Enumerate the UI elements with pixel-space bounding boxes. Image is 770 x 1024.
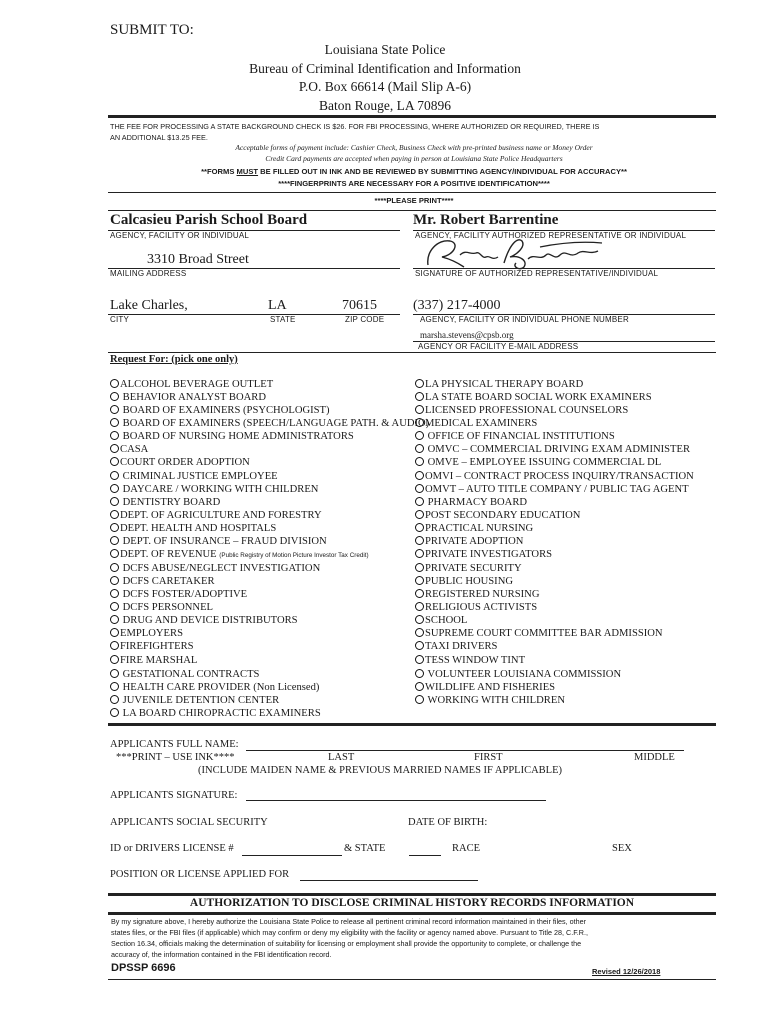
option-medical-examiners[interactable] xyxy=(415,417,537,430)
option-la-board-chiropractic[interactable] xyxy=(110,707,321,720)
option-label: DAYCARE / WORKING WITH CHILDREN xyxy=(122,484,319,495)
position-label: POSITION OR LICENSE APPLIED FOR xyxy=(110,869,290,880)
radio-icon[interactable] xyxy=(110,549,119,558)
revenue-note: (Public Registry of Motion Picture Investor Tax Credit) xyxy=(219,552,369,559)
radio-icon[interactable] xyxy=(415,655,424,664)
dob-label: DATE OF BIRTH: xyxy=(408,817,488,828)
authorization-title: AUTHORIZATION TO DISCLOSE CRIMINAL HISTORY RECORDS INFORMATION xyxy=(189,897,635,909)
option-practical-nursing[interactable] xyxy=(415,522,533,535)
option-label: HEALTH CARE PROVIDER (Non Licensed) xyxy=(122,682,320,693)
option-label: OMVT – AUTO TITLE COMPANY / PUBLIC TAG AGENT xyxy=(425,484,689,495)
option-private-investigators[interactable] xyxy=(415,548,552,561)
option-label: COURT ORDER ADOPTION xyxy=(120,457,250,468)
request-divider xyxy=(108,352,716,353)
option-juvenile-detention[interactable] xyxy=(110,694,279,707)
option-taxi-drivers[interactable] xyxy=(415,640,497,653)
address-line-4: Baton Rouge, LA 70896 xyxy=(319,97,451,113)
option-label: TAXI DRIVERS xyxy=(425,641,498,652)
options-divider xyxy=(108,723,716,726)
fee-notice xyxy=(110,121,718,143)
state-value[interactable]: LA xyxy=(268,298,287,313)
authorization-top-divider xyxy=(108,893,716,896)
fingerprints-line: ****FINGERPRINTS ARE NECESSARY FOR A POSITIVE IDENTIFICATION**** xyxy=(278,178,550,188)
option-board-examiners-speech[interactable] xyxy=(110,417,429,430)
email-caption: AGENCY OR FACILITY E-MAIL ADDRESS xyxy=(418,342,579,351)
option-school[interactable] xyxy=(415,614,467,627)
radio-icon[interactable] xyxy=(415,510,424,519)
option-post-secondary[interactable] xyxy=(415,509,580,522)
radio-icon[interactable] xyxy=(110,628,119,637)
signature-caption: SIGNATURE OF AUTHORIZED REPRESENTATIVE/INDIVIDUAL xyxy=(415,269,659,278)
option-licensed-counselors[interactable] xyxy=(415,404,628,417)
email-value[interactable]: marsha.stevens@cpsb.org xyxy=(420,330,514,340)
payment-line-1: Acceptable forms of payment include: Cashier Check, Business Check with pre-printed business name or Money Order xyxy=(235,143,593,152)
option-label: BOARD OF EXAMINERS (PSYCHOLOGIST) xyxy=(122,405,330,416)
radio-icon[interactable] xyxy=(415,457,424,466)
forms-notice-start: **FORMS xyxy=(201,167,237,176)
mailing-address-value[interactable]: 3310 Broad Street xyxy=(147,252,249,267)
option-dcfs-foster[interactable] xyxy=(110,588,247,601)
radio-icon[interactable] xyxy=(110,405,119,414)
representative-name-caption: AGENCY, FACILITY AUTHORIZED REPRESENTATIVE OR INDIVIDUAL xyxy=(415,231,687,240)
option-label: FIRE MARSHAL xyxy=(120,655,198,666)
radio-icon[interactable] xyxy=(110,682,119,691)
revised-date: Revised 12/26/2018 xyxy=(592,967,661,976)
radio-icon[interactable] xyxy=(110,536,119,545)
radio-icon[interactable] xyxy=(415,392,424,401)
option-registered-nursing[interactable] xyxy=(415,588,539,601)
option-label: PHARMACY BOARD xyxy=(427,497,528,508)
representative-name-value[interactable]: Mr. Robert Barrentine xyxy=(413,212,559,228)
option-dept-revenue[interactable] xyxy=(110,548,369,562)
zip-value[interactable]: 70615 xyxy=(342,298,377,313)
full-name-field[interactable] xyxy=(246,750,684,751)
radio-icon[interactable] xyxy=(415,563,424,572)
applicant-signature-field[interactable] xyxy=(246,800,546,801)
option-court-order-adoption[interactable] xyxy=(110,456,250,469)
radio-icon[interactable] xyxy=(110,457,119,466)
option-label: EMPLOYERS xyxy=(120,628,183,639)
id-state-field[interactable] xyxy=(409,855,441,856)
option-label: OFFICE OF FINANCIAL INSTITUTIONS xyxy=(427,431,615,442)
authorization-bottom-divider xyxy=(108,912,716,915)
option-label: BOARD OF EXAMINERS (SPEECH/LANGUAGE PATH. & AUDIO) xyxy=(122,418,430,429)
radio-icon[interactable] xyxy=(415,628,424,637)
full-name-label: APPLICANTS FULL NAME: xyxy=(110,739,239,750)
option-label: FIREFIGHTERS xyxy=(120,641,194,652)
option-label: DCFS PERSONNEL xyxy=(122,602,214,613)
option-la-social-work[interactable] xyxy=(415,391,652,404)
radio-icon[interactable] xyxy=(415,589,424,598)
please-print-divider xyxy=(108,210,716,211)
option-omve[interactable] xyxy=(415,456,661,469)
radio-icon[interactable] xyxy=(110,418,119,427)
radio-icon[interactable] xyxy=(110,576,119,585)
option-label: JUVENILE DETENTION CENTER xyxy=(122,695,280,706)
option-private-adoption[interactable] xyxy=(415,535,523,548)
option-label: ALCOHOL BEVERAGE OUTLET xyxy=(120,379,274,390)
phone-caption: AGENCY, FACILITY OR INDIVIDUAL PHONE NUMBER xyxy=(420,315,629,324)
option-behavior-analyst-board[interactable] xyxy=(110,391,266,404)
radio-icon[interactable] xyxy=(110,641,119,650)
radio-icon[interactable] xyxy=(415,497,424,506)
option-label: OMVE – EMPLOYEE ISSUING COMMERCIAL DL xyxy=(427,457,662,468)
option-label: VOLUNTEER LOUISIANA COMMISSION xyxy=(427,669,622,680)
option-casa[interactable] xyxy=(110,443,148,456)
radio-icon[interactable] xyxy=(110,563,119,572)
radio-icon[interactable] xyxy=(415,379,424,388)
footer-divider xyxy=(108,979,716,980)
radio-icon[interactable] xyxy=(110,695,119,704)
option-working-with-children[interactable] xyxy=(415,694,565,707)
race-label: RACE xyxy=(452,843,481,854)
option-wildlife-fisheries[interactable] xyxy=(415,681,555,694)
form-number: DPSSP 6696 xyxy=(111,962,176,974)
middle-name-label: MIDDLE xyxy=(634,752,675,763)
radio-icon[interactable] xyxy=(110,655,119,664)
option-label: MEDICAL EXAMINERS xyxy=(425,418,538,429)
option-dcfs-caretaker[interactable] xyxy=(110,575,215,588)
print-ink-label: ***PRINT – USE INK**** xyxy=(116,752,235,763)
option-board-examiners-psychologist[interactable] xyxy=(110,404,330,417)
radio-icon[interactable] xyxy=(110,444,119,453)
address-line-1: Louisiana State Police xyxy=(324,42,446,57)
option-board-nursing-home[interactable] xyxy=(110,430,354,443)
maiden-name-note: (INCLUDE MAIDEN NAME & PREVIOUS MARRIED NAMES IF APPLICABLE) xyxy=(198,765,563,776)
city-value[interactable]: Lake Charles, xyxy=(110,298,188,313)
payment-line-2: Credit Card payments are accepted when paying in person at Louisiana State Police Headquarters xyxy=(265,154,563,163)
option-label: CRIMINAL JUSTICE EMPLOYEE xyxy=(122,471,278,482)
request-heading: Request For: (pick one only) xyxy=(110,354,238,365)
position-field[interactable] xyxy=(300,880,478,881)
option-label: LA PHYSICAL THERAPY BOARD xyxy=(425,379,584,390)
option-label: LA STATE BOARD SOCIAL WORK EXAMINERS xyxy=(425,392,652,403)
radio-icon[interactable] xyxy=(415,641,424,650)
forms-must-line xyxy=(110,166,718,178)
radio-icon[interactable] xyxy=(110,392,119,401)
option-daycare[interactable] xyxy=(110,483,318,496)
option-label: OMVI – CONTRACT PROCESS INQUIRY/TRANSACTION xyxy=(425,471,694,482)
id-license-label: ID or DRIVERS LICENSE # xyxy=(110,843,234,854)
radio-icon[interactable] xyxy=(110,431,119,440)
option-label: DCFS CARETAKER xyxy=(122,576,215,587)
option-label: SUPREME COURT COMMITTEE BAR ADMISSION xyxy=(425,628,663,639)
radio-icon[interactable] xyxy=(415,418,424,427)
option-label: REGISTERED NURSING xyxy=(425,589,540,600)
option-label: WILDLIFE AND FISHERIES xyxy=(425,682,556,693)
representative-signature xyxy=(420,233,610,273)
authorization-line-2: states files, or the FBI files (if applicable) which may confirm or deny my eligibility with the facility or agency named above. Pursuant to Title 28, C.F.R., xyxy=(111,928,588,937)
option-dept-health[interactable] xyxy=(110,522,276,535)
option-label: PRIVATE ADOPTION xyxy=(425,536,524,547)
first-name-label: FIRST xyxy=(474,752,503,763)
radio-icon[interactable] xyxy=(415,536,424,545)
last-name-label: LAST xyxy=(328,752,355,763)
radio-icon[interactable] xyxy=(110,510,119,519)
option-label: CASA xyxy=(120,444,149,455)
radio-icon[interactable] xyxy=(415,576,424,585)
forms-notice-end: BE FILLED OUT IN INK AND BE REVIEWED BY SUBMITTING AGENCY/INDIVIDUAL FOR ACCURACY** xyxy=(258,167,627,176)
id-state-label: & STATE xyxy=(344,843,386,854)
radio-icon[interactable] xyxy=(415,523,424,532)
radio-icon[interactable] xyxy=(110,615,119,624)
option-label: TESS WINDOW TINT xyxy=(425,655,526,666)
option-label: DEPT. HEALTH AND HOSPITALS xyxy=(120,523,277,534)
option-health-care-provider[interactable] xyxy=(110,681,319,694)
address-line-3: P.O. Box 66614 (Mail Slip A-6) xyxy=(298,79,472,94)
zip-caption: ZIP CODE xyxy=(345,315,385,324)
option-label: SCHOOL xyxy=(425,615,468,626)
please-print-notice: ****PLEASE PRINT**** xyxy=(374,196,454,205)
radio-icon[interactable] xyxy=(415,405,424,414)
fee-line-1: THE FEE FOR PROCESSING A STATE BACKGROUND CHECK IS $26. FOR FBI PROCESSING, WHERE AUTHORIZED OR REQUIRED, THERE IS xyxy=(110,122,600,131)
mailing-address-block xyxy=(185,41,585,115)
option-label: PRIVATE INVESTIGATORS xyxy=(425,549,553,560)
option-la-physical-therapy[interactable] xyxy=(415,378,583,391)
applicant-signature-label: APPLICANTS SIGNATURE: xyxy=(110,790,238,801)
option-volunteer-louisiana[interactable] xyxy=(415,668,621,681)
radio-icon[interactable] xyxy=(415,549,424,558)
option-omvc[interactable] xyxy=(415,443,690,456)
option-alcohol-beverage-outlet[interactable] xyxy=(110,378,273,391)
radio-icon[interactable] xyxy=(415,669,424,678)
option-label: DEPT. OF REVENUE xyxy=(120,549,217,560)
option-label: WORKING WITH CHILDREN xyxy=(427,695,565,706)
option-financial-institutions[interactable] xyxy=(415,430,615,443)
radio-icon[interactable] xyxy=(110,589,119,598)
radio-icon[interactable] xyxy=(415,682,424,691)
radio-icon[interactable] xyxy=(415,431,424,440)
option-label: BOARD OF NURSING HOME ADMINISTRATORS xyxy=(122,431,354,442)
agency-name-caption: AGENCY, FACILITY OR INDIVIDUAL xyxy=(110,231,250,240)
submit-to-label: SUBMIT TO: xyxy=(110,22,194,38)
radio-icon[interactable] xyxy=(415,695,424,704)
option-dcfs-personnel[interactable] xyxy=(110,601,213,614)
option-public-housing[interactable] xyxy=(415,575,513,588)
radio-icon[interactable] xyxy=(415,444,424,453)
address-line-2: Bureau of Criminal Identification and Information xyxy=(249,60,521,76)
option-omvi[interactable] xyxy=(415,470,694,483)
forms-notice xyxy=(110,166,718,189)
option-dept-insurance[interactable] xyxy=(110,535,327,548)
radio-icon[interactable] xyxy=(110,523,119,532)
radio-icon[interactable] xyxy=(415,615,424,624)
radio-icon[interactable] xyxy=(110,708,119,717)
option-pharmacy-board[interactable] xyxy=(415,496,527,509)
phone-value[interactable]: (337) 217-4000 xyxy=(413,298,501,313)
option-label: PUBLIC HOUSING xyxy=(425,576,513,587)
header-divider xyxy=(108,115,716,118)
authorization-line-4: accuracy of, the information contained in the FBI identification record. xyxy=(111,950,332,959)
option-label: DCFS FOSTER/ADOPTIVE xyxy=(122,589,248,600)
radio-icon[interactable] xyxy=(110,484,119,493)
option-omvt[interactable] xyxy=(415,483,689,496)
radio-icon[interactable] xyxy=(110,379,119,388)
option-dcfs-abuse[interactable] xyxy=(110,562,320,575)
option-label: DENTISTRY BOARD xyxy=(122,497,221,508)
authorization-line-3: Section 16.34, officials making the determination of suitability for licensing or employment shall provide the opportunity to complete, or challenge the xyxy=(111,939,582,948)
option-supreme-court-bar[interactable] xyxy=(415,627,663,640)
option-label: DRUG AND DEVICE DISTRIBUTORS xyxy=(122,615,298,626)
sex-label: SEX xyxy=(612,843,632,854)
radio-icon[interactable] xyxy=(415,602,424,611)
option-label: DCFS ABUSE/NEGLECT INVESTIGATION xyxy=(122,563,321,574)
option-label: OMVC – COMMERCIAL DRIVING EXAM ADMINISTER xyxy=(427,444,691,455)
radio-icon[interactable] xyxy=(110,602,119,611)
radio-icon[interactable] xyxy=(110,497,119,506)
option-dentistry-board[interactable] xyxy=(110,496,220,509)
option-label: LICENSED PROFESSIONAL COUNSELORS xyxy=(425,405,629,416)
option-drug-device[interactable] xyxy=(110,614,298,627)
option-firefighters[interactable] xyxy=(110,640,194,653)
authorization-line-1: By my signature above, I hereby authorize the Louisiana State Police to release all pertinent criminal record information maintained in their files, other xyxy=(111,917,587,926)
radio-icon[interactable] xyxy=(415,484,424,493)
option-label: PRACTICAL NURSING xyxy=(425,523,534,534)
city-caption: CITY xyxy=(110,315,130,324)
option-tess-window-tint[interactable] xyxy=(415,654,525,667)
option-religious-activists[interactable] xyxy=(415,601,537,614)
fee-line-2: AN ADDITIONAL $13.25 FEE. xyxy=(110,133,208,142)
option-label: DEPT. OF AGRICULTURE AND FORESTRY xyxy=(120,510,322,521)
option-employers[interactable] xyxy=(110,627,183,640)
state-caption: STATE xyxy=(270,315,296,324)
radio-icon[interactable] xyxy=(110,471,119,480)
authorization-text xyxy=(111,916,719,960)
option-label: LA BOARD CHIROPRACTIC EXAMINERS xyxy=(122,708,321,719)
option-label: GESTATIONAL CONTRACTS xyxy=(122,669,260,680)
radio-icon[interactable] xyxy=(110,669,119,678)
forms-notice-must: MUST xyxy=(236,167,259,176)
ssn-label: APPLICANTS SOCIAL SECURITY xyxy=(110,817,268,828)
mailing-address-caption: MAILING ADDRESS xyxy=(110,269,187,278)
option-dept-agriculture[interactable] xyxy=(110,509,322,522)
option-label: RELIGIOUS ACTIVISTS xyxy=(425,602,538,613)
option-fire-marshal[interactable] xyxy=(110,654,197,667)
option-label: POST SECONDARY EDUCATION xyxy=(425,510,581,521)
radio-icon[interactable] xyxy=(415,471,424,480)
option-label: PRIVATE SECURITY xyxy=(425,563,522,574)
payment-notice xyxy=(110,142,718,164)
option-criminal-justice-employee[interactable] xyxy=(110,470,278,483)
id-license-field[interactable] xyxy=(242,855,342,856)
option-private-security[interactable] xyxy=(415,562,522,575)
agency-name-value[interactable]: Calcasieu Parish School Board xyxy=(110,212,308,228)
option-label: DEPT. OF INSURANCE – FRAUD DIVISION xyxy=(122,536,327,547)
option-label: BEHAVIOR ANALYST BOARD xyxy=(122,392,267,403)
option-gestational-contracts[interactable] xyxy=(110,668,259,681)
notice-divider xyxy=(108,192,716,193)
